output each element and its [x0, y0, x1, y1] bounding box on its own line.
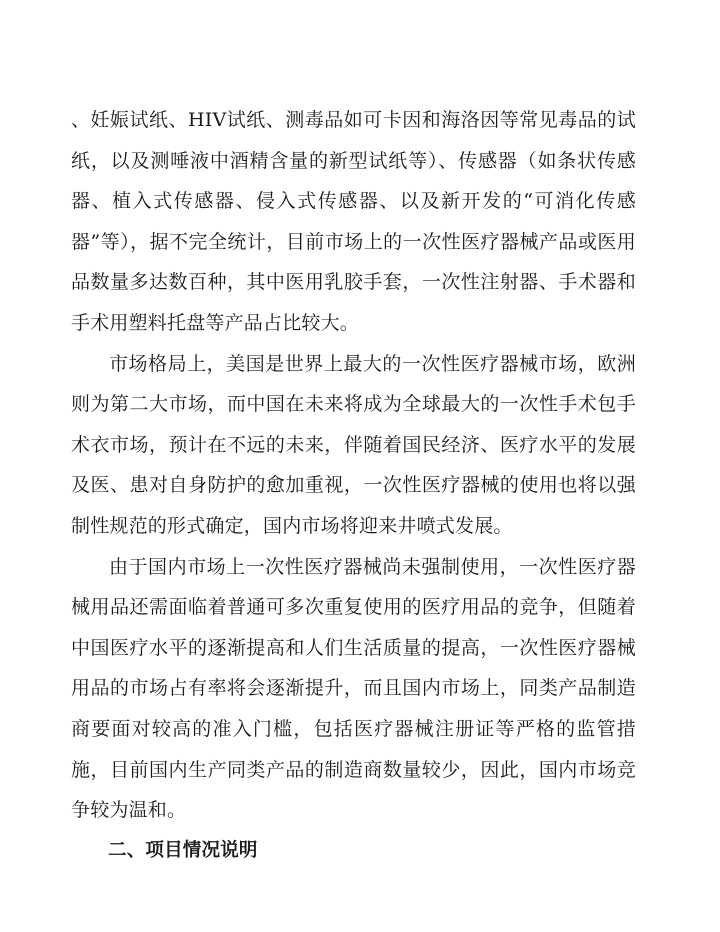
paragraph-domestic-competition: 由于国内市场上一次性医疗器械尚未强制使用，一次性医疗器械用品还需面临着普通可多次重复使用的医疗用品的竞争，但随着中国医疗水平的逐渐提高和人们生活质量的提高，一次性医疗器械用品的市场占有率将会逐渐提升，而且国内市场上，同类产品制造商要面对较高的准入门槛，包括医疗器械注册证等严格的监管措施，目前国内生产同类产品的制造商数量较少，因此，国内市场竞争较为温和。 [71, 555, 636, 822]
paragraph-market-landscape: 市场格局上，美国是世界上最大的一次性医疗器械市场，欧洲则为第二大市场，而中国在未来将成为全球最大的一次性手术包手术衣市场，预计在不远的未来，伴随着国民经济、医疗水平的发展及医、患对自身防护的愈加重视，一次性医疗器械的使用也将以强制性规范的形式确定，国内市场将迎来井喷式发展。 [71, 352, 636, 537]
section-heading: 二、项目情况说明 [108, 839, 258, 861]
paragraph-continuation: 、妊娠试纸、HIV试纸、测毒品如可卡因和海洛因等常见毒品的试纸，以及测唾液中酒精含量的新型试纸等）、传感器（如条状传感器、植入式传感器、侵入式传感器、以及新开发的“可消化传感器”等），据不完全统计，目前市场上的一次性医疗器械产品或医用品数量多达数百种，其中医用乳胶手套，一次性注射器、手术器和手术用塑料托盘等产品占比较大。 [71, 109, 636, 334]
document-body [71, 100, 636, 871]
